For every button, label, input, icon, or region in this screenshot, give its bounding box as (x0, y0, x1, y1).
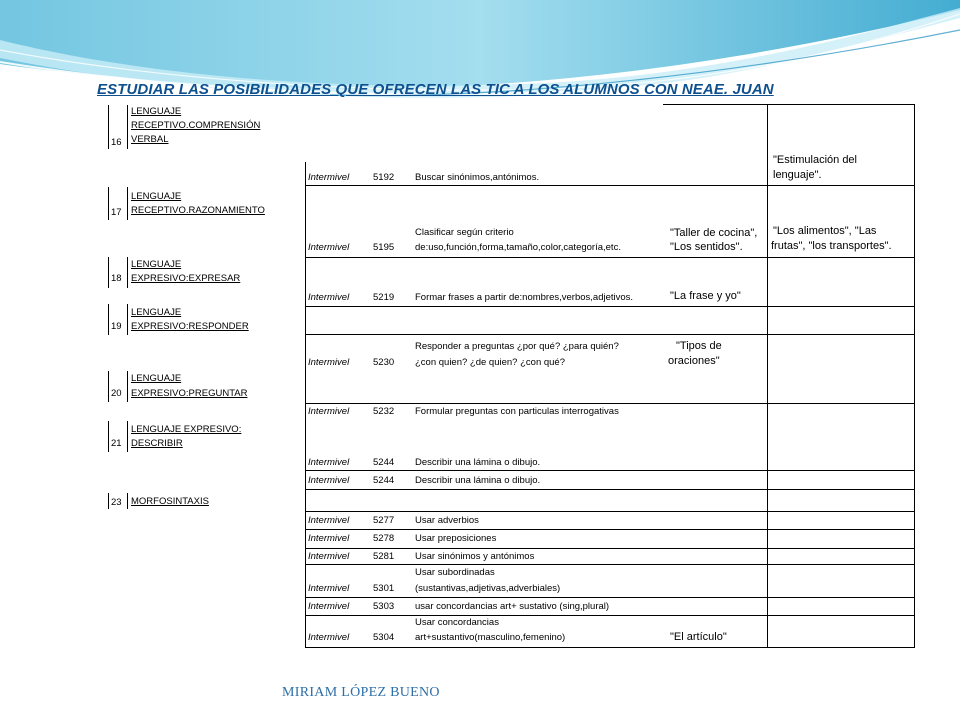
code-cell: 5230 (373, 357, 395, 368)
description-cell: Buscar sinónimos,antónimos. (415, 172, 540, 183)
row-line (305, 548, 915, 549)
row-line (305, 564, 915, 565)
row-line (305, 529, 915, 530)
resource-cell: frutas", "los transportes". (771, 240, 892, 252)
area-label-line: LENGUAJE EXPRESIVO: (131, 424, 242, 435)
level-cell: Intermivel (308, 632, 350, 643)
area-number: 17 (111, 207, 122, 218)
code-cell: 5192 (373, 172, 395, 183)
area-number: 23 (111, 497, 122, 508)
description-cell: Describir una lámina o dibujo. (415, 457, 541, 468)
area-label-line: RECEPTIVO.RAZONAMIENTO (131, 205, 265, 216)
level-cell: Intermivel (308, 292, 350, 303)
table-top-line (663, 104, 915, 105)
level-cell: Intermivel (308, 406, 350, 417)
resource-cell: "El artículo" (670, 631, 727, 643)
row-line (305, 403, 915, 404)
description-cell: Clasificar según criterio (415, 227, 514, 238)
resource-cell: "Los alimentos", "Las (773, 225, 877, 237)
row-line (305, 489, 915, 490)
description-cell: Usar subordinadas (415, 567, 495, 578)
code-cell: 5277 (373, 515, 395, 526)
description-cell: Describir una lámina o dibujo. (415, 475, 541, 486)
resource-cell: oraciones" (668, 355, 720, 367)
resource-cell: "Los sentidos". (670, 241, 743, 253)
left-column-divider (305, 162, 306, 647)
row-line (305, 185, 915, 186)
description-cell: usar concordancias art+ sustativo (sing,plural) (415, 601, 610, 612)
level-cell: Intermivel (308, 357, 350, 368)
level-cell: Intermivel (308, 457, 350, 468)
description-cell: (sustantivas,adjetivas,adverbiales) (415, 583, 561, 594)
level-cell: Intermivel (308, 172, 350, 183)
area-number: 18 (111, 273, 122, 284)
description-cell: Usar concordancias (415, 617, 499, 628)
description-cell: Formular preguntas con particulas interrogativas (415, 406, 619, 417)
area-label-line: EXPRESIVO:RESPONDER (131, 321, 249, 332)
code-cell: 5219 (373, 292, 395, 303)
description-cell: Usar preposiciones (415, 533, 497, 544)
area-label-line: EXPRESIVO:PREGUNTAR (131, 388, 248, 399)
code-cell: 5281 (373, 551, 395, 562)
code-cell: 5244 (373, 475, 395, 486)
area-number: 21 (111, 438, 122, 449)
description-cell: Responder a preguntas ¿por qué? ¿para quién? (415, 341, 619, 352)
row-line (305, 647, 915, 648)
row-line (305, 334, 915, 335)
area-label-line: MORFOSINTAXIS (131, 496, 209, 507)
code-cell: 5301 (373, 583, 395, 594)
level-cell: Intermivel (308, 583, 350, 594)
level-cell: Intermivel (308, 551, 350, 562)
area-number: 20 (111, 388, 122, 399)
area-label-line: LENGUAJE (131, 307, 182, 318)
description-cell: de:uso,función,forma,tamaño,color,categoría,etc. (415, 242, 621, 253)
level-cell: Intermivel (308, 475, 350, 486)
footer-author: MIRIAM LÓPEZ BUENO (282, 685, 440, 700)
code-cell: 5232 (373, 406, 395, 417)
resource-cell: "Tipos de (676, 340, 722, 352)
description-cell: Formar frases a partir de:nombres,verbos,adjetivos. (415, 292, 634, 303)
code-cell: 5244 (373, 457, 395, 468)
area-number: 19 (111, 321, 122, 332)
page-title: ESTUDIAR LAS POSIBILIDADES QUE OFRECEN LAS TIC A LOS ALUMNOS CON NEAE. JUAN (97, 81, 774, 98)
resource-cell: "La frase y yo" (670, 290, 741, 302)
row-line (305, 306, 915, 307)
row-line (305, 470, 915, 471)
area-label-line: DESCRIBIR (131, 438, 183, 449)
description-cell: Usar sinónimos y antónimos (415, 551, 535, 562)
area-label-line: LENGUAJE (131, 106, 182, 117)
description-cell: ¿con quien? ¿de quien? ¿con qué? (415, 357, 565, 368)
resource-cell: "Taller de cocina", (670, 227, 758, 239)
code-cell: 5278 (373, 533, 395, 544)
level-cell: Intermivel (308, 242, 350, 253)
resource-cell: lenguaje". (773, 169, 822, 181)
level-cell: Intermivel (308, 515, 350, 526)
level-cell: Intermivel (308, 533, 350, 544)
area-label-line: LENGUAJE (131, 259, 182, 270)
area-label-line: EXPRESIVO:EXPRESAR (131, 273, 241, 284)
description-cell: art+sustantivo(masculino,femenino) (415, 632, 566, 643)
area-label-line: RECEPTIVO.COMPRENSIÓN (131, 120, 261, 131)
area-label-line: LENGUAJE (131, 373, 182, 384)
row-line (305, 257, 915, 258)
description-cell: Usar adverbios (415, 515, 479, 526)
resource-cell: "Estimulación del (773, 154, 857, 166)
level-cell: Intermivel (308, 601, 350, 612)
code-cell: 5304 (373, 632, 395, 643)
code-cell: 5303 (373, 601, 395, 612)
area-label-line: VERBAL (131, 134, 169, 145)
row-line (305, 511, 915, 512)
row-line (305, 615, 915, 616)
row-line (305, 597, 915, 598)
area-number: 16 (111, 137, 122, 148)
code-cell: 5195 (373, 242, 395, 253)
area-label-line: LENGUAJE (131, 191, 182, 202)
